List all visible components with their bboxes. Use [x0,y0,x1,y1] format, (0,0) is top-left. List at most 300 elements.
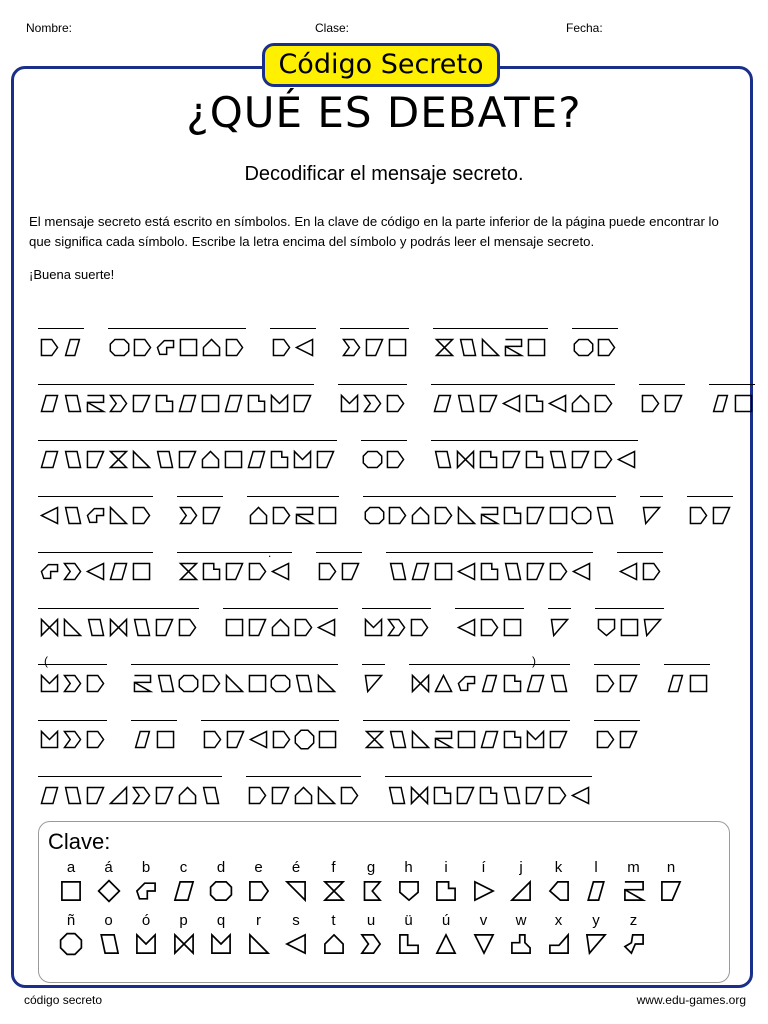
cipher-word [548,608,571,642]
page-title: ¿QUÉ ES DEBATE? [186,88,582,137]
cipher-symbol [246,672,269,695]
cipher-symbol [386,336,409,359]
key-letter: k [554,859,563,876]
cipher-symbol [84,504,107,527]
cipher-symbol [153,616,176,639]
cipher-symbol [546,784,569,807]
cipher-symbol [641,616,664,639]
cipher-symbol [199,784,222,807]
key-entry [581,858,611,909]
cipher-symbol [131,336,154,359]
cipher-symbol [362,672,385,695]
key-entry [56,858,86,909]
cipher-symbol [38,784,61,807]
cipher-symbol [84,616,107,639]
cipher-word [431,384,615,418]
cipher-symbol [222,448,245,471]
cipher-symbol [454,392,477,415]
cipher-symbol [363,336,386,359]
cipher-symbol [223,560,246,583]
good-luck: ¡Buena suerte! [29,267,115,282]
cipher-symbol [269,784,292,807]
footer-right: www.edu-games.org [636,993,746,1007]
double-hourglass-icon [619,878,649,904]
cipher-symbol [246,784,269,807]
sigma-icon [356,931,386,957]
cipher-symbol [338,392,361,415]
key-letter: z [629,912,638,929]
key-entry [619,911,649,962]
cipher-symbol [340,336,363,359]
cipher-symbol [291,392,314,415]
cipher-symbol [269,616,292,639]
message-line [38,496,738,536]
message-line [38,720,738,760]
quad-slant-icon [94,931,124,957]
cipher-symbol [153,392,176,415]
cipher-symbol [84,392,107,415]
cipher-symbol [386,728,409,751]
cipher-symbol [500,392,523,415]
cipher-symbol [501,560,524,583]
cipher-symbol [363,728,386,751]
cipher-symbol [454,448,477,471]
cipher-symbol [131,672,154,695]
cipher-word [131,720,177,754]
note-icon [506,931,536,957]
cipher-symbol [200,504,223,527]
cipher-symbol [592,392,615,415]
cipher-symbol [455,560,478,583]
key-title: Clave: [48,829,111,854]
key-entry [94,911,124,962]
cipher-symbol [245,448,268,471]
cipher-symbol [455,672,478,695]
key-letter: h [404,859,413,876]
cipher-symbol [478,728,501,751]
cipher-word [664,664,710,698]
key-letter: j [519,859,523,876]
step-right-icon [431,878,461,904]
cipher-word [177,552,292,586]
cipher-word [38,608,199,642]
cipher-symbol [477,784,500,807]
cipher-symbol [572,336,595,359]
cipher-word [363,496,616,530]
key-letter: l [594,859,598,876]
cipher-symbol [363,504,386,527]
cipher-symbol [38,560,61,583]
cipher-word [433,328,548,362]
cipher-symbol [454,784,477,807]
cipher-symbol [525,336,548,359]
cipher-symbol [594,728,617,751]
pentagon-down-icon [394,878,424,904]
message-line [38,552,738,592]
key-entry [656,858,686,909]
key-entry [169,911,199,962]
cipher-symbol [246,560,269,583]
key-letter: ó [141,912,151,929]
name-label: Nombre: [26,21,73,35]
cipher-symbol [291,448,314,471]
key-entry [244,858,274,909]
message-line [38,776,738,816]
cipher-symbol [314,448,337,471]
cipher-symbol [108,336,131,359]
key-letter: a [66,859,76,876]
cipher-symbol [546,448,569,471]
cipher-symbol [38,336,61,359]
message-line [38,384,738,424]
cipher-symbol [315,616,338,639]
cipher-word [108,328,246,362]
hourglass-icon [319,878,349,904]
cipher-symbol [408,784,431,807]
key-entry [506,911,536,962]
cipher-symbol [61,448,84,471]
cipher-symbol [292,784,315,807]
key-letter: u [366,912,376,929]
key-entry [544,911,574,962]
cipher-symbol [361,392,384,415]
cipher-symbol [456,336,479,359]
cipher-symbol [361,448,384,471]
octagon-icon [206,878,236,904]
pentagon-right-icon [244,878,274,904]
cipher-symbol [640,504,663,527]
cipher-word [38,440,337,474]
cipher-symbol [38,672,61,695]
cipher-symbol [595,336,618,359]
cipher-symbol [477,392,500,415]
cipher-symbol [709,392,732,415]
cipher-symbol [130,504,153,527]
badge-title: Código Secreto [262,43,500,87]
cipher-symbol [501,616,524,639]
cipher-symbol [432,504,455,527]
cipher-symbol [176,784,199,807]
cipher-symbol [431,448,454,471]
cipher-symbol [570,560,593,583]
cipher-symbol [61,672,84,695]
cipher-symbol [384,392,407,415]
cipher-symbol [479,336,502,359]
key-letter: x [554,912,563,929]
cipher-word [409,664,570,698]
cipher-symbol [617,560,640,583]
cipher-symbol [548,616,571,639]
cipher-symbol [61,784,84,807]
cipher-symbol [107,448,130,471]
cipher-word [594,664,640,698]
cipher-symbol [501,672,524,695]
cipher-word [594,720,640,754]
cipher-symbol [84,784,107,807]
cipher-symbol [269,672,292,695]
cipher-symbol [61,504,84,527]
cipher-word [340,328,409,362]
cipher-symbol [639,392,662,415]
cipher-symbol [177,504,200,527]
cipher-word [223,608,338,642]
cipher-symbol [501,504,524,527]
cipher-symbol [223,336,246,359]
cipher-symbol [107,560,130,583]
cipher-symbol [199,392,222,415]
cipher-symbol [618,616,641,639]
key-letter: e [254,859,263,876]
cipher-word [572,328,618,362]
key-entry [206,858,236,909]
subtitle: Decodificar el mensaje secreto. [244,163,524,185]
cipher-symbol [455,616,478,639]
cipher-word [270,328,316,362]
triangle-up-right-icon [506,878,536,904]
cipher-symbol [223,672,246,695]
key-letter: p [179,912,188,929]
cipher-symbol [61,336,84,359]
trapezoid-slant-icon [656,878,686,904]
cipher-word [38,496,153,530]
bracket-left-icon [356,878,386,904]
cipher-symbol [316,560,339,583]
cipher-symbol [130,784,153,807]
cipher-symbol [246,616,269,639]
key-letter: c [179,859,188,876]
key-entry [356,911,386,962]
rhombus-tall-icon [581,878,611,904]
key-entry [169,858,199,909]
arrow-chevron-icon [619,931,649,957]
key-entry [394,911,424,962]
key-entry [131,911,161,962]
cipher-symbol [61,616,84,639]
cipher-word [338,384,407,418]
cipher-word [709,384,755,418]
cipher-symbol [524,672,547,695]
cipher-symbol [130,448,153,471]
cipher-symbol [478,616,501,639]
cipher-word [38,384,314,418]
cipher-symbol [154,336,177,359]
cipher-word [455,608,524,642]
cipher-symbol [409,672,432,695]
key-entry [206,911,236,962]
key-letter: v [479,912,488,929]
cipher-word [362,608,431,642]
key-letter: r [256,912,261,929]
key-letter: s [292,912,300,929]
key-entry [319,911,349,962]
key-entry [56,911,86,962]
cipher-word [38,552,153,586]
cipher-symbol [130,560,153,583]
triangle-up-icon [431,931,461,957]
key-letter: i [444,859,448,876]
cipher-symbol [292,672,315,695]
octagon-round-icon [56,931,86,957]
cipher-symbol [432,560,455,583]
period-mark: . [268,546,272,560]
cipher-symbol [293,336,316,359]
instructions: El mensaje secreto está escrito en símbolos. En la clave de código en la parte inferior de la página puede encontrar lo que significa cada símbolo. Escribe la letra encima del símbolo y podrás leer el mensaje secreto. [29,214,719,249]
cipher-symbol [154,728,177,751]
triangle-right-angle-icon [244,931,274,957]
triangle-left-icon [281,931,311,957]
cipher-symbol [478,504,501,527]
message-line [38,608,738,648]
cipher-symbol [617,728,640,751]
parallelogram-icon [169,878,199,904]
key-entry [469,911,499,962]
cipher-symbol [524,560,547,583]
cipher-symbol [293,504,316,527]
cipher-symbol [338,784,361,807]
cipher-symbol [224,728,247,751]
cipher-symbol [201,728,224,751]
diamond-icon [94,878,124,904]
cipher-symbol [592,448,615,471]
cipher-symbol [176,448,199,471]
arrow-left-icon [131,878,161,904]
cipher-word [386,552,593,586]
cipher-symbol [61,560,84,583]
cipher-word [38,328,84,362]
cipher-symbol [107,616,130,639]
cipher-word [595,608,664,642]
cipher-symbol [107,392,130,415]
cipher-symbol [409,560,432,583]
cipher-symbol [732,392,755,415]
key-letter: q [216,912,226,929]
cipher-word [361,440,407,474]
key-letter: n [666,859,676,876]
cipher-symbol [524,504,547,527]
cipher-word [431,440,638,474]
cipher-word [640,496,663,530]
cipher-symbol [84,560,107,583]
date-label: Fecha: [566,21,603,35]
cipher-symbol [478,672,501,695]
cipher-symbol [199,448,222,471]
cipher-symbol [176,616,199,639]
cipher-symbol [546,392,569,415]
cipher-symbol [501,728,524,751]
cipher-symbol [84,728,107,751]
footer-left: código secreto [24,993,103,1007]
cipher-symbol [176,392,199,415]
key-letter: t [331,912,336,929]
key-entry [431,911,461,962]
cipher-symbol [687,504,710,527]
cipher-symbol [409,728,432,751]
cipher-symbol [710,504,733,527]
cipher-symbol [247,504,270,527]
cipher-symbol [569,392,592,415]
key-letter: b [141,859,151,876]
cipher-symbol [386,504,409,527]
cipher-symbol [38,728,61,751]
house-icon [319,931,349,957]
key-entry [506,858,536,909]
cipher-word [687,496,733,530]
key-entry [394,858,424,909]
cipher-symbol [432,672,455,695]
cipher-symbol [594,672,617,695]
cipher-symbol [177,560,200,583]
cipher-word [385,776,592,810]
cipher-symbol [523,448,546,471]
cipher-symbol [61,728,84,751]
key-letter: y [592,912,600,929]
cipher-symbol [292,616,315,639]
cipher-symbol [38,392,61,415]
cipher-symbol [154,672,177,695]
key-letter: w [515,912,527,929]
cipher-symbol [662,392,685,415]
cipher-symbol [153,784,176,807]
cipher-symbol [200,560,223,583]
cipher-symbol [547,728,570,751]
key-letter: ü [404,912,413,929]
key-entry [319,858,349,909]
cipher-symbol [38,504,61,527]
m-box-icon [206,931,236,957]
cipher-symbol [222,392,245,415]
cipher-symbol [107,784,130,807]
cipher-symbol [270,728,293,751]
cipher-symbol [315,784,338,807]
cipher-symbol [433,336,456,359]
key-entry [356,858,386,909]
cipher-word [38,720,107,754]
cipher-symbol [339,560,362,583]
message-line [38,664,738,704]
triangle-right-icon [469,878,499,904]
key-entry [281,911,311,962]
triangle-down-icon [469,931,499,957]
cipher-symbol [177,336,200,359]
cipher-symbol [687,672,710,695]
message-line [38,328,738,368]
cipher-symbol [431,784,454,807]
cipher-word [617,552,663,586]
key-letter: é [291,859,301,876]
key-entry [131,858,161,909]
cipher-symbol [316,728,339,751]
cipher-symbol [385,784,408,807]
cipher-symbol [130,392,153,415]
cipher-symbol [593,504,616,527]
cipher-symbol [547,672,570,695]
key-letter: ñ [66,912,76,929]
key-entry [619,858,649,909]
cipher-symbol [455,504,478,527]
triangle-slash-icon [581,931,611,957]
triangle-down-left-icon [281,878,311,904]
key-letter: o [104,912,113,929]
cipher-word [363,720,570,754]
cipher-symbol [293,728,316,751]
cipher-symbol [177,672,200,695]
cipher-symbol [316,504,339,527]
cipher-word [38,776,222,810]
cipher-word [247,496,339,530]
cipher-symbol [153,448,176,471]
cipher-symbol [268,448,291,471]
cipher-symbol [269,560,292,583]
